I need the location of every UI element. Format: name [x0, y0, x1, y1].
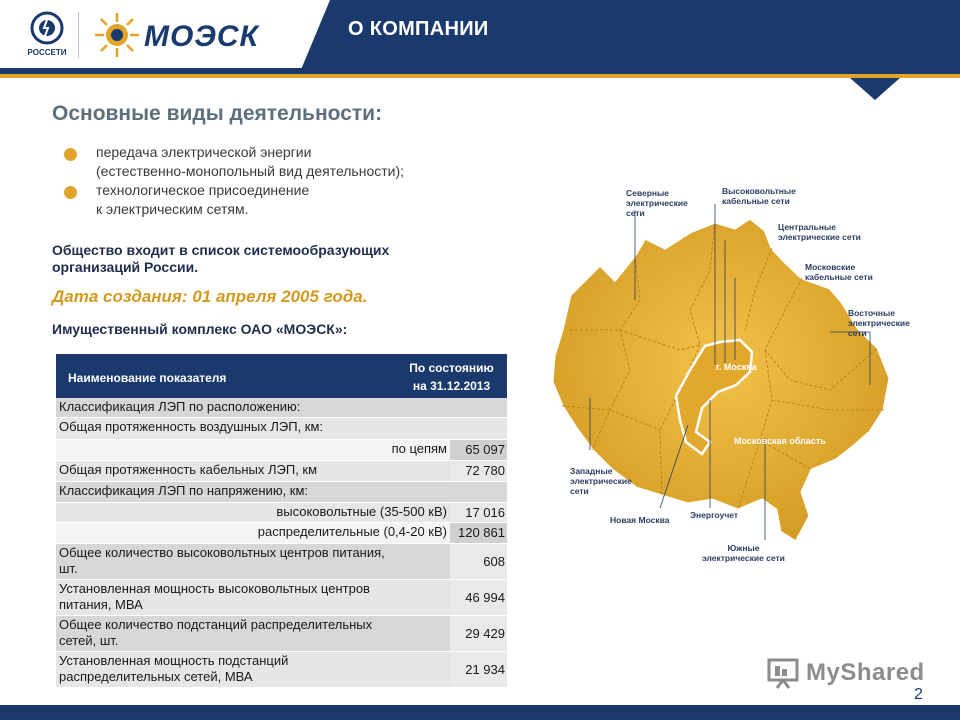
- row-label: Классификация ЛЭП по расположению:: [59, 399, 301, 414]
- map-label-vysokovoltnye: Высоковольтные кабельные сети: [722, 186, 796, 206]
- activity-line: передача электрической энергии: [96, 144, 312, 160]
- row-value: 72 780: [450, 461, 507, 481]
- system-org-note: [52, 242, 482, 276]
- property-table: [56, 354, 507, 688]
- creation-date: Дата создания: 01 апреля 2005 года.: [52, 287, 368, 306]
- table-header: [56, 354, 507, 398]
- row-value: 120 861: [450, 523, 507, 543]
- table-row: [56, 418, 507, 440]
- note-line: Общество входит в список системообразующих: [52, 242, 390, 258]
- table-row: [56, 440, 507, 461]
- table-row: [56, 616, 507, 652]
- row-value: 608: [450, 544, 507, 579]
- bottom-bar: [0, 705, 960, 720]
- table-row: [56, 461, 507, 482]
- activities-list: [64, 143, 484, 219]
- activity-line: (естественно-монопольный вид деятельности);: [96, 163, 405, 179]
- rosseti-logo: [22, 8, 82, 64]
- map-label-centralnye: Центральные электрические сети: [778, 222, 861, 242]
- table-row: [56, 503, 507, 523]
- map-label-energouchet: Энергоучет: [690, 510, 739, 520]
- note-line: организаций России.: [52, 259, 199, 275]
- map-label-moskovskaya-oblast: Московская область: [734, 436, 826, 446]
- watermark-text: MyShared: [806, 659, 925, 686]
- row-label: Общее количество подстанций распределительных сетей, шт.: [59, 617, 373, 648]
- row-label: распределительные (0,4-20 кВ): [56, 523, 450, 543]
- row-value: 29 429: [450, 616, 507, 651]
- moscow-region-map: [540, 170, 950, 600]
- map-label-g-moskva: г. Москва: [716, 362, 757, 372]
- slide-header: [0, 0, 960, 100]
- row-value: 65 097: [450, 440, 507, 460]
- rosseti-emblem-icon: [22, 8, 72, 48]
- map-label-severnye: Северные электрические сети: [626, 188, 688, 218]
- table-row: [56, 398, 507, 418]
- column-header-date: По состоянию на 31.12.2013: [409, 361, 494, 393]
- logo-divider: [78, 12, 79, 58]
- activity-line: технологическое присоединение: [96, 182, 310, 198]
- moesk-logo: [92, 10, 322, 60]
- row-label: Установленная мощность высоковольтных центров питания, МВА: [59, 581, 370, 612]
- activity-item: [64, 181, 484, 219]
- section-title: Основные виды деятельности:: [52, 102, 383, 125]
- map-label-novaya-moskva: Новая Москва: [610, 515, 670, 525]
- bullet-dot-icon: [64, 148, 77, 161]
- moesk-sun-icon: [92, 10, 142, 60]
- row-label: по цепям: [56, 440, 450, 460]
- presentation-icon: [766, 657, 802, 689]
- header-title: О КОМПАНИИ: [348, 18, 489, 40]
- table-row: [56, 523, 507, 544]
- rosseti-logo-text: РОССЕТИ: [27, 48, 67, 57]
- map-label-vostochnye: Восточные электрические сети: [848, 308, 910, 338]
- region-map: [540, 170, 950, 600]
- table-row: [56, 482, 507, 503]
- table-row: [56, 544, 507, 580]
- row-label: Классификация ЛЭП по напряжению, км:: [59, 483, 309, 498]
- table-row: [56, 580, 507, 616]
- activity-line: к электрическим сетям.: [96, 201, 249, 217]
- row-label: Установленная мощность подстанций распределительных сетей, МВА: [59, 653, 289, 684]
- moesk-logo-text: МОЭСК: [144, 20, 259, 53]
- row-value: 21 934: [450, 652, 507, 687]
- row-value: 46 994: [450, 580, 507, 615]
- page-number: 2: [914, 686, 923, 703]
- row-label: Общее количество высоковольтных центров питания, шт.: [59, 545, 385, 576]
- property-heading: Имущественный комплекс ОАО «МОЭСК»:: [52, 321, 348, 337]
- row-value: 17 016: [450, 503, 507, 522]
- activity-item: [64, 143, 484, 181]
- map-label-moskovskie: Московские кабельные сети: [805, 262, 873, 282]
- row-label: Общая протяженность кабельных ЛЭП, км: [59, 462, 318, 477]
- bullet-dot-icon: [64, 186, 77, 199]
- row-label: Общая протяженность воздушных ЛЭП, км:: [59, 419, 324, 434]
- column-header-name: Наименование показателя: [68, 371, 227, 385]
- map-label-zapadnye: Западные электрические сети: [570, 466, 632, 496]
- row-label: высоковольтные (35-500 кВ): [276, 504, 447, 519]
- map-label-yuzhnye: Южные электрические сети: [702, 543, 785, 563]
- table-row: [56, 652, 507, 688]
